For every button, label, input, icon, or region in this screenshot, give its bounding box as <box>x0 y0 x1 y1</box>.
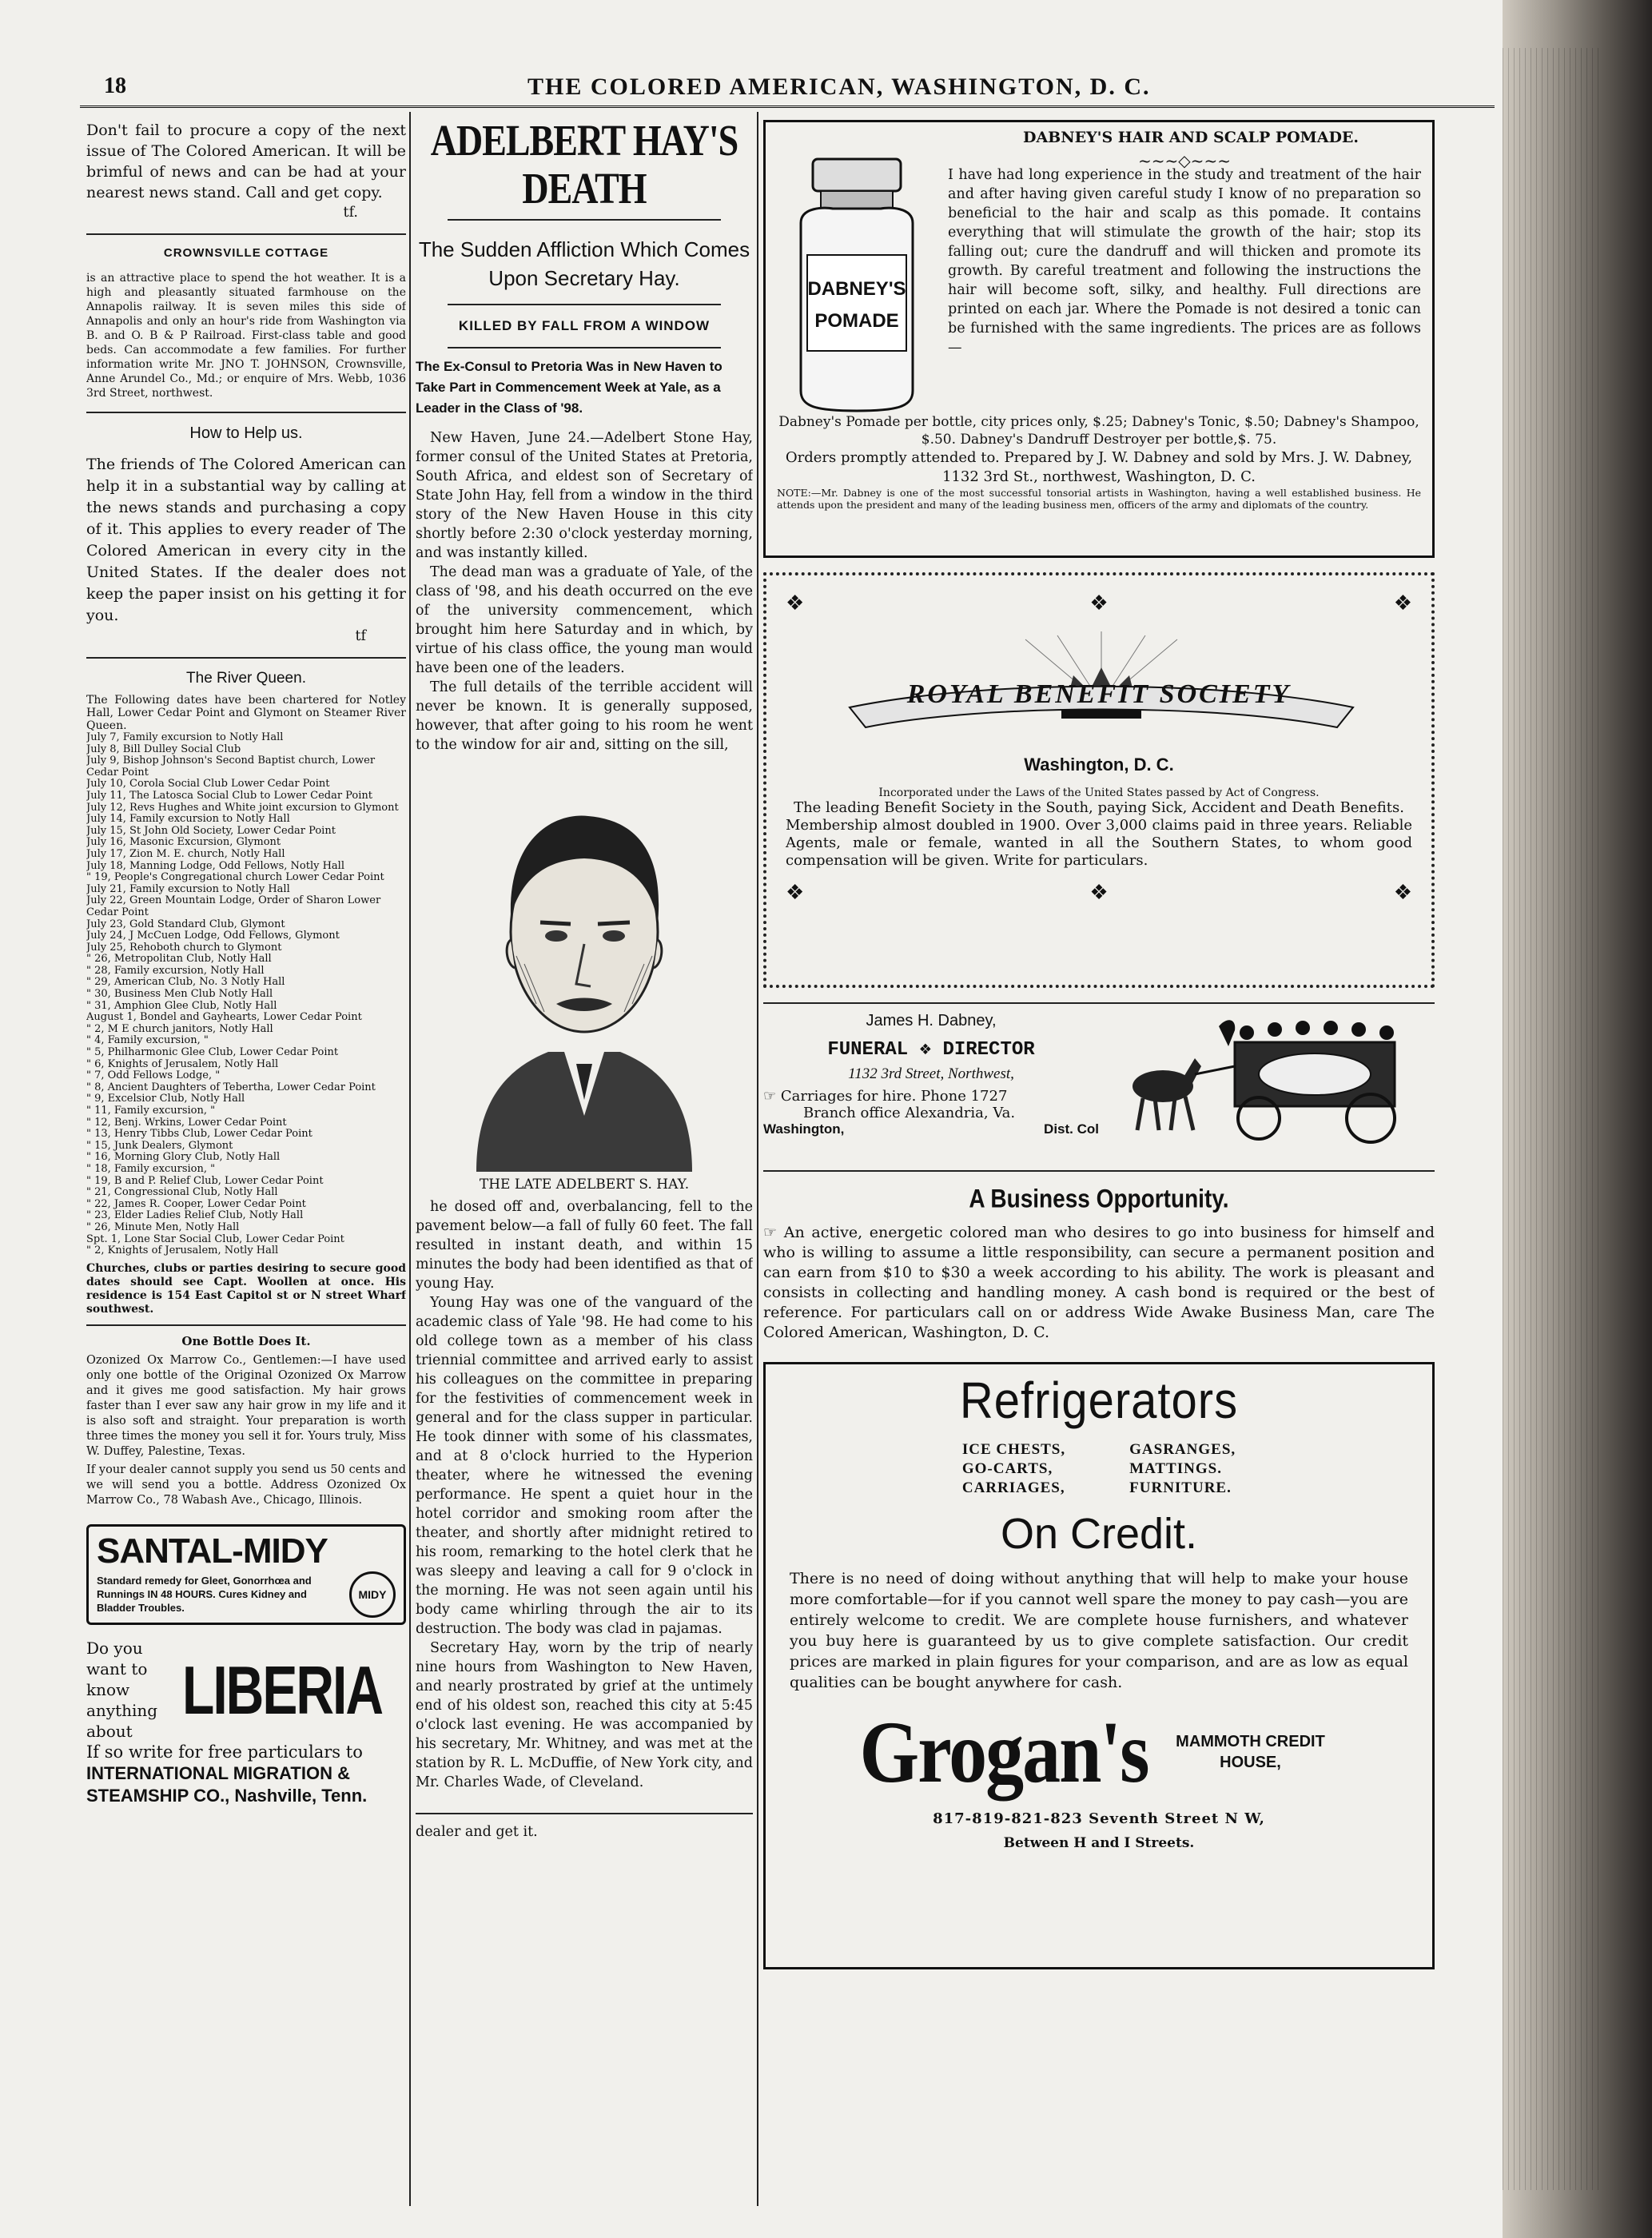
liberia-lead: Do you want to know anything about <box>86 1638 158 1741</box>
business-body: An active, energetic colored man who desires to go into business for himself and who is willing to assume a little responsibility, can secure a permanent position and can earn from $10 to $30 a week according to his ability. The work is pleasant and consists in collecting and handling money. A cash bond is required or the best of reference. For particulars call on or address Wide Awake Business Man, care The Colored American, Washington, D. C. <box>763 1224 1435 1341</box>
river-queen-date: " 4, Family excursion, " <box>86 1034 209 1047</box>
funeral-dist: Dist. Col <box>1044 1121 1099 1137</box>
portrait-illustration <box>428 764 740 1172</box>
river-queen-footer: Churches, clubs or parties desiring to secure good dates should see Capt. Woollen at once. His residence is 154 East Capitol st or N street Wharf southwest. <box>86 1261 406 1316</box>
liberia-company: INTERNATIONAL MIGRATION & STEAMSHIP CO., Nashville, Tenn. <box>86 1762 368 1806</box>
pointing-hand-icon: ☞ <box>763 1088 777 1105</box>
portrait-caption: THE LATE ADELBERT S. HAY. <box>479 1177 690 1193</box>
article-deck: The Ex-Consul to Pretoria Was in New Haven to Take Part in Commencement Week at Yale, as a Leader in the Class of '98. <box>416 359 723 416</box>
article-title: ADELBERT HAY'S DEATH <box>430 120 738 213</box>
liberia-body: If so write for free particulars to <box>86 1742 363 1762</box>
pomade-body: I have had long experience in the study and treatment of the hair and after having given careful study I know of no preparation so beneficial to the hair and scalp as this pomade. It contains everything that will stimulate the growth of the hair; stop its falling out; cure the dandruff and will thicken and promote its growth. By careful treatment and following the instructions the hair will become soft, silky, and healthy. Full directions are printed on each jar. Where the Pomade is not desired a tonic can be furnished with the same ingredients. The prices are as follows— <box>948 167 1421 356</box>
pomade-jar-illustration <box>777 151 937 415</box>
funeral-address: 1132 3rd Street, Northwest, <box>848 1065 1014 1082</box>
article-paragraph: The full details of the terrible accident will never be known. It is generally supposed, however, that after going to his room he went to the window for air and, sitting on the sill, <box>416 679 753 753</box>
business-ad <box>763 1170 1435 1343</box>
river-queen-date: " 19, People's Congregational church Lower Cedar Point <box>86 871 384 884</box>
river-queen-date: July 17, Zion M. E. church, Notly Hall <box>86 847 285 860</box>
ornament-icon: ❖ <box>919 1039 932 1061</box>
divider <box>448 219 721 221</box>
refrig-credit: On Credit. <box>1000 1510 1198 1558</box>
river-queen-date: July 21, Family excursion to Notly Hall <box>86 882 290 895</box>
notice-text: Don't fail to procure a copy of the next issue of The Colored American. It will be brimful of news and can be had at your nearest news stand. Call and get copy. <box>86 121 406 201</box>
pointing-hand-icon: ☞ <box>763 1224 778 1241</box>
hearse-illustration <box>1115 1010 1419 1146</box>
article-paragraph: Secretary Hay, worn by the trip of nearly nine hours from Washington to New Haven, and nearly prostrated by grief at the untimely end of his oldest son, reached this city at 5:45 o'clock last evening. He was accompanied by his secretary, Mr. Whitney, and was met at the station by R. L. McDuffie, of New York city, and Mr. Charles Wade, of Cleveland. <box>416 1640 753 1790</box>
river-queen-date: July 18, Manning Lodge, Odd Fellows, Notly Hall <box>86 859 344 872</box>
river-queen-date: " 16, Morning Glory Club, Notly Hall <box>86 1151 281 1164</box>
river-queen-date: July 15, St John Old Society, Lower Cedar Point <box>86 824 336 837</box>
refrigerators-ad <box>763 1362 1435 1969</box>
river-queen-date: " 29, American Club, No. 3 Notly Hall <box>86 976 285 989</box>
river-queen-date: July 24, J McCuen Lodge, Odd Fellows, Glymont <box>86 930 340 942</box>
refrig-between: Between H and I Streets. <box>1003 1835 1195 1851</box>
pomade-prices: Dabney's Pomade per bottle, city prices only, $.25; Dabney's Tonic, $.50; Dabney's Shampoo, $.50. Dabney's Dandruff Destroyer per bottle,$. 75. <box>778 414 1419 448</box>
river-queen-date: " 5, Philharmonic Glee Club, Lower Cedar Point <box>86 1046 339 1059</box>
pomade-note: NOTE:—Mr. Dabney is one of the most successful tonsorial artists in Washington, having a well established business. He attends upon the president and many of the leading business men, officers of the army and diplomats of the country. <box>777 487 1421 511</box>
refrig-item: CARRIAGES, <box>961 1479 1065 1496</box>
refrig-address: 817-819-821-823 Seventh Street N W, <box>933 1810 1265 1827</box>
refrig-item: FURNITURE. <box>1129 1479 1232 1496</box>
river-queen-date: " 26, Metropolitan Club, Notly Hall <box>86 953 272 966</box>
pomade-orders: Orders promptly attended to. Prepared by J. W. Dabney and sold by Mrs. J. W. Dabney, 1132 3rd St., northwest, Washington, D. C. <box>785 449 1413 485</box>
column-3 <box>763 120 1435 2198</box>
funeral-name: James H. Dabney, <box>866 1012 997 1029</box>
river-queen-date: " 31, Amphion Glee Club, Notly Hall <box>86 999 277 1012</box>
river-queen-date: " 7, Odd Fellows Lodge, " <box>86 1069 221 1082</box>
ornament-icon: ❖ <box>1393 591 1412 615</box>
river-queen-date: August 1, Bondel and Gayhearts, Lower Cedar Point <box>86 1011 362 1024</box>
funeral-role-left: FUNERAL <box>827 1039 909 1061</box>
river-queen-date: " 30, Business Men Club Notly Hall <box>86 988 273 1001</box>
river-queen-date: July 11, The Latosca Social Club to Lower Cedar Point <box>86 789 372 802</box>
river-queen-title: The River Queen. <box>186 670 306 687</box>
river-queen-date: " 12, Benj. Wrkins, Lower Cedar Point <box>86 1116 287 1129</box>
santal-body: Standard remedy for Gleet, Gonorrhœa and Runnings IN 48 HOURS. Cures Kidney and Bladder Troubles. <box>97 1575 312 1615</box>
royal-name: ROYAL BENEFIT SOCIETY <box>906 679 1292 709</box>
funeral-carriages: Carriages for hire. Phone 1727 <box>780 1088 1008 1105</box>
santal-brand: SANTAL-MIDY <box>97 1531 328 1571</box>
column-rule <box>757 112 758 2206</box>
river-queen-date: " 15, Junk Dealers, Glymont <box>86 1139 233 1152</box>
river-queen-date: July 12, Revs Hughes and White joint excursion to Glymont <box>86 801 399 814</box>
ornament-rule: ~~~◇~~~ <box>1138 151 1231 170</box>
jar-label-line1: DABNEY'S <box>807 278 906 300</box>
river-queen-date: July 16, Masonic Excursion, Glymont <box>86 836 281 849</box>
funeral-city: Washington, <box>763 1121 845 1137</box>
ornament-icon: ❖ <box>1089 591 1109 615</box>
funeral-ad <box>763 1002 1435 1164</box>
santal-midy-ad <box>86 1524 406 1625</box>
river-queen-date: July 8, Bill Dulley Social Club <box>86 743 241 755</box>
dabney-pomade-ad <box>763 120 1435 558</box>
refrig-item: MATTINGS. <box>1129 1460 1222 1477</box>
column-rule <box>409 112 411 2206</box>
river-queen-date: July 25, Rehoboth church to Glymont <box>86 941 282 954</box>
refrig-item: GO-CARTS, <box>961 1460 1053 1477</box>
ox-marrow-body: Ozonized Ox Marrow Co., Gentlemen:—I have used only one bottle of the Original Ozonized Ox Marrow and it gives me good satisfaction. My hair grows faster than I ever saw any hair grow in my life and it is also soft and straight. Your preparation is worth three times the money you sell it for. Yours truly, Miss W. Duffey, Palestine, Texas. <box>86 1353 406 1458</box>
masthead: THE COLORED AMERICAN, WASHINGTON, D. C. <box>527 74 1151 100</box>
liberia-ad <box>86 1638 406 1742</box>
crownsville-body: is an attractive place to spend the hot weather. It is a high and pleasantly situated farmhouse on the Annapolis railway. It is seven miles this side of Annapolis and only an hour's ride from Washington via B. and O. B & P Railroad. First-class table and good beds. Can accommodate a few families. For further information write Mr. JNO T. JOHNSON, Crownsville, Anne Arundel Co., Md.; or enquire of Mrs. Webb, 1036 3rd Street, northwest. <box>86 272 406 400</box>
ornament-icon: ❖ <box>786 591 805 615</box>
refrig-title: Refrigerators <box>959 1372 1239 1430</box>
refrig-items-left <box>962 1440 1065 1498</box>
river-queen-date: " 23, Elder Ladies Relief Club, Notly Hall <box>86 1209 304 1222</box>
royal-city: Washington, D. C. <box>1024 755 1174 775</box>
help-tf: tf <box>355 628 366 644</box>
river-queen-date: " 8, Ancient Daughters of Tebertha, Lower Cedar Point <box>86 1081 376 1093</box>
article-subtitle: The Sudden Affliction Which Comes Upon Secretary Hay. <box>418 237 750 290</box>
midy-badge: MIDY <box>349 1571 396 1618</box>
river-queen-date: " 19, B and P. Relief Club, Lower Cedar Point <box>86 1174 324 1187</box>
river-queen-date: " 2, Knights of Jerusalem, Notly Hall <box>86 1244 279 1257</box>
river-queen-date: July 10, Corola Social Club Lower Cedar Point <box>86 778 330 790</box>
divider <box>86 412 406 413</box>
column-1 <box>86 120 406 2198</box>
ornament-icon: ❖ <box>1393 881 1412 905</box>
river-queen-date: " 18, Family excursion, " <box>86 1162 216 1175</box>
help-title: How to Help us. <box>189 424 303 442</box>
river-queen-date: July 23, Gold Standard Club, Glymont <box>86 918 285 930</box>
article-body-continued <box>416 1197 753 1792</box>
river-queen-date: " 9, Excelsior Club, Notly Hall <box>86 1093 245 1105</box>
article-paragraph: New Haven, June 24.—Adelbert Stone Hay, former consul of the United States at Pretoria, South Africa, and eldest son of Secretary of State John Hay, fell from a window in the third story of the New Haven House in this city shortly before 2:30 o'clock yesterday morning, and was instantly killed. <box>416 430 753 561</box>
divider <box>86 1324 406 1326</box>
article-paragraph: he dosed off and, overbalancing, fell to the pavement below—a fall of fully 60 feet. The fall resulted in instant death, and within 15 minutes the body had been identified as that of young Hay. <box>416 1199 753 1292</box>
corner-ornaments <box>786 881 1412 905</box>
corner-ornaments <box>786 591 1412 615</box>
refrig-item: GASRANGES, <box>1129 1441 1236 1458</box>
refrig-store-sub: MAMMOTH CREDIT HOUSE, <box>1176 1732 1325 1771</box>
funeral-branch: Branch office Alexandria, Va. <box>803 1105 1016 1121</box>
river-queen-date: " 26, Minute Men, Notly Hall <box>86 1221 240 1233</box>
article-kicker: KILLED BY FALL FROM A WINDOW <box>458 318 711 333</box>
river-queen-date: Spt. 1, Lone Star Social Club, Lower Cedar Point <box>86 1232 344 1245</box>
ornament-icon: ❖ <box>786 881 805 905</box>
royal-banner <box>786 631 1412 743</box>
river-queen-date: " 22, James R. Cooper, Lower Cedar Point <box>86 1197 306 1210</box>
page-number: 18 <box>104 74 126 98</box>
crownsville-title: CROWNSVILLE COTTAGE <box>163 246 329 260</box>
river-queen-date: July 22, Green Mountain Lodge, Order of Sharon Lower Cedar Point <box>86 894 381 918</box>
royal-benefit-ad <box>763 572 1435 988</box>
pomade-title: DABNEY'S HAIR AND SCALP POMADE. <box>1022 129 1359 146</box>
refrig-body: There is no need of doing without anything that will help to make your house more comfortable—for if you cannot well spare the money to pay cash—you are entirely welcome to credit. We are complete house furnishers, and whatever you buy here is guaranteed by us to give complete satisfaction. Our credit prices are marked in plain figures for your comparison, and are as low as equal qualities can be bought anywhere for cash. <box>790 1570 1408 1691</box>
page-edges <box>1503 48 1598 2190</box>
river-queen-intro: The Following dates have been chartered for Notley Hall, Lower Cedar Point and Glymont on Steamer River Queen. <box>86 694 406 732</box>
article-body <box>416 428 753 755</box>
river-queen-date: " 11, Family excursion, " <box>86 1105 216 1117</box>
divider <box>416 1813 753 1814</box>
river-queen-date: " 28, Family excursion, Notly Hall <box>86 964 265 977</box>
funeral-role-right: DIRECTOR <box>942 1039 1035 1061</box>
article-tail: dealer and get it. <box>416 1824 538 1840</box>
divider <box>86 233 406 235</box>
river-queen-date: " 2, M E church janitors, Notly Hall <box>86 1022 273 1035</box>
ox-marrow-title: One Bottle Does It. <box>181 1333 311 1348</box>
river-queen-date: " 6, Knights of Jerusalem, Notly Hall <box>86 1057 279 1070</box>
ox-marrow-footer: If your dealer cannot supply you send us 50 cents and we will send you a bottle. Address Ozonized Ox Marrow Co., 78 Wabash Ave., Chicago, Illinois. <box>86 1463 406 1507</box>
river-queen-date: July 7, Family excursion to Notly Hall <box>86 731 284 743</box>
refrig-items-right <box>1129 1440 1236 1498</box>
liberia-word: LIBERIA <box>182 1651 382 1728</box>
river-queen-date: " 13, Henry Tibbs Club, Lower Cedar Point <box>86 1128 312 1141</box>
jar-label-line2: POMADE <box>814 310 899 332</box>
business-title: A Business Opportunity. <box>969 1184 1229 1213</box>
ornament-icon: ❖ <box>1089 881 1109 905</box>
article-paragraph: Young Hay was one of the vanguard of the academic class of Yale '98. He had come to his old college town as a member of his class triennial committee and arrived early to assist his colleagues on the committee in preparing for the festivities of commencement week in general and for the class supper in particular. He took dinner with some of his classmates, and at 8 o'clock hurried to the Hyperion theater, where he witnessed the evening performance. He spent a quiet hour in the hotel corridor and smoking room after the theater, and shortly after midnight retired to his room, remarking to the hotel clerk that he was sleepy and leaving a call for 9 o'clock in the morning. He was not seen again until his body came whirling through the air to its destruction. The body was clad in pajamas. <box>416 1295 753 1637</box>
divider <box>448 304 721 305</box>
notice-tf: tf. <box>343 205 358 221</box>
refrig-item: ICE CHESTS, <box>961 1441 1066 1458</box>
river-queen-date: " 21, Congressional Club, Notly Hall <box>86 1186 278 1199</box>
divider <box>448 347 721 348</box>
royal-line2: Membership almost doubled in 1900. Over 3,000 claims paid in three years. Reliable Agents, male or female, wanted in all the Southern States, to whom good compensation will be given. Write for particulars. <box>786 817 1412 869</box>
river-queen-date: July 14, Family excursion to Notly Hall <box>86 813 290 826</box>
royal-line1: The leading Benefit Society in the South, paying Sick, Accident and Death Benefits. <box>794 799 1404 816</box>
article-paragraph: The dead man was a graduate of Yale, of the class of '98, and his death occurred on the eve of the university commencement, which brought him here Saturday and in which, by virtue of his class office, the young man would have been one of the leaders. <box>416 564 753 676</box>
column-2 <box>416 120 753 2198</box>
river-queen-date: July 9, Bishop Johnson's Second Baptist church, Lower Cedar Point <box>86 755 376 779</box>
refrig-store: Grogan's <box>859 1702 1148 1802</box>
royal-incorporated: Incorporated under the Laws of the United States passed by Act of Congress. <box>878 786 1320 799</box>
page-header <box>80 74 1495 108</box>
help-body: The friends of The Colored American can help it in a substantial way by calling at the news stands and purchasing a copy of it. This applies to every reader of The Colored American in every city in the United States. If the dealer does not keep the paper insist on his getting it for you. <box>86 456 406 624</box>
divider <box>86 657 406 659</box>
river-queen-dates <box>86 732 406 1257</box>
